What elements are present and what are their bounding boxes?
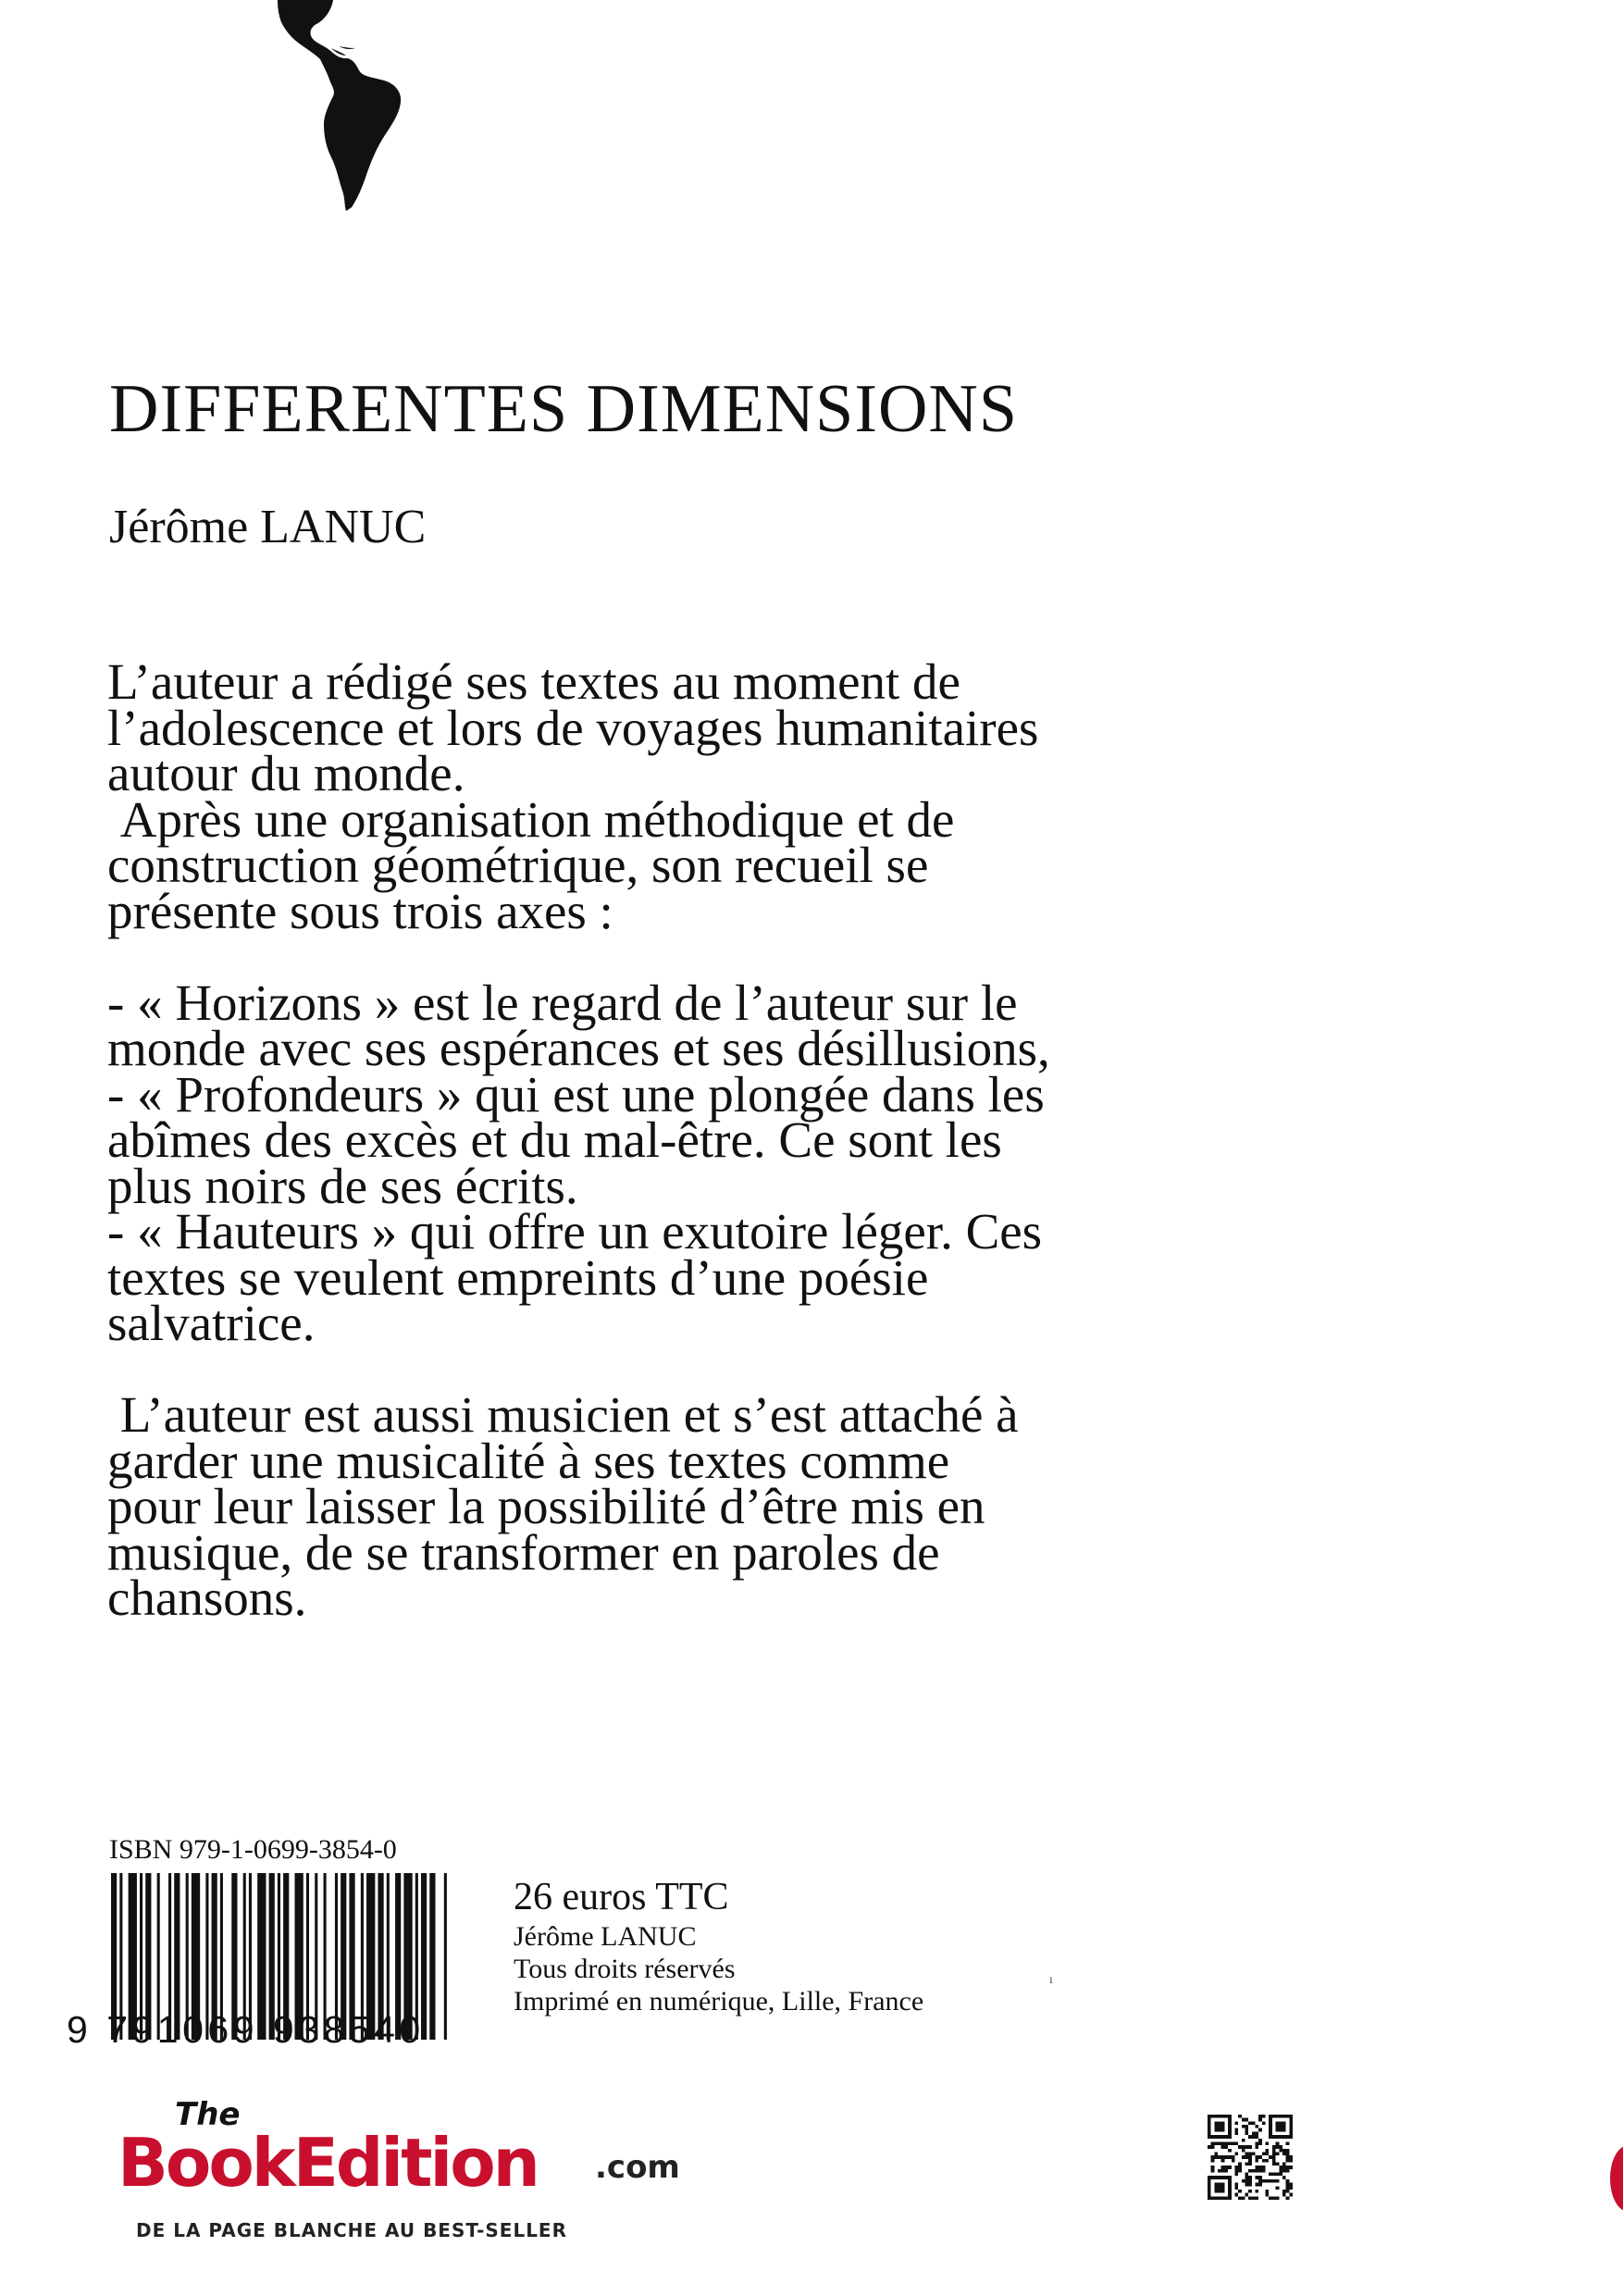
blurb-paragraph: L’auteur est aussi musicien et s’est attaché à garder une musicalité à ses textes comme pour leur laisser la possibilité d’être mis en musique, de se transformer en paroles de chansons. — [107, 1386, 1019, 1626]
blurb — [107, 653, 1338, 1626]
book-author: Jérôme LANUC — [109, 501, 427, 553]
publisher-logo-the: The — [175, 2096, 241, 2133]
isbn-label: ISBN 979-1-0699-3854-0 — [109, 1834, 397, 1865]
print-location: Imprimé en numérique, Lille, France — [514, 1986, 924, 2017]
rights-notice: Tous droits réservés — [514, 1954, 736, 1984]
blurb-paragraph: L’auteur a rédigé ses textes au moment de l’adolescence et lors de voyages humanitaires autour du monde. Après une organisation méthodique et de construction géométrique, son recueil se présente sous trois axes : — [107, 653, 1039, 939]
imprint-author: Jérôme LANUC — [514, 1921, 697, 1952]
publisher-logo-suffix: .com — [595, 2149, 680, 2186]
qr-code-icon — [1208, 2115, 1293, 2200]
price: 26 euros TTC — [514, 1876, 729, 1918]
stray-mark: ı — [1049, 1973, 1053, 1987]
publisher-logo — [116, 2096, 680, 2267]
blurb-paragraph: - « Horizons » est le regard de l’auteur sur le monde avec ses espérances et ses désillusions, - « Profondeurs » qui est une plongée dans les abîmes des excès et du mal-être. Ce sont les plus noirs de ses écrits. - « Hauteurs » qui offre un exutoire léger. Ces textes se veulent empreints d’une poésie salvatrice. — [107, 974, 1050, 1351]
red-decoration — [1610, 2145, 1623, 2212]
publisher-tagline: DE LA PAGE BLANCHE AU BEST-SELLER — [136, 2219, 567, 2241]
barcode-digits: 9 791069 938540 — [67, 2008, 425, 2051]
publisher-logo-brand: BookEdition — [118, 2124, 538, 2202]
book-title: DIFFERENTES DIMENSIONS — [109, 371, 1019, 447]
imprint-info — [514, 1874, 923, 2017]
americas-map-icon — [278, 0, 426, 222]
